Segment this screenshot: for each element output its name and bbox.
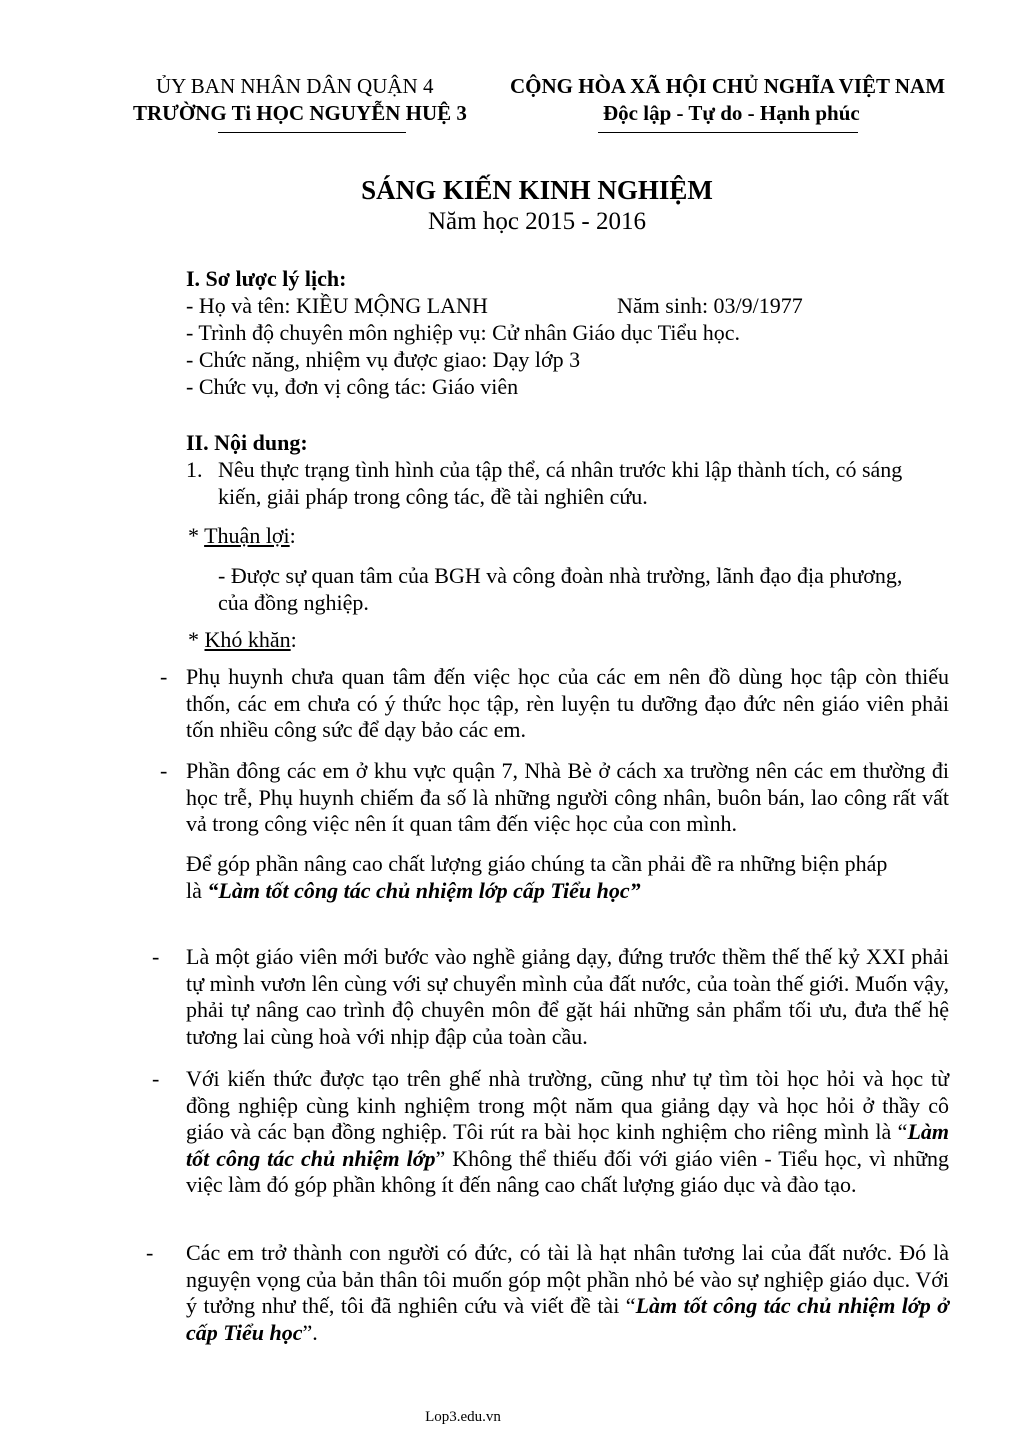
section1-heading: I. Sơ lược lý lịch:: [186, 266, 347, 291]
position-line: - Chức vụ, đơn vị công tác: Giáo viên: [186, 374, 519, 399]
para2: Với kiến thức được tạo trên ghế nhà trường, cũng như tự tìm tòi học hỏi và học từ đồng nghiệp cùng kinh nghiệm trong một năm qua giảng dạy và học hỏi ở thầy cô giáo và các bạn đồng nghiệp. Tôi rút ra bài học kinh nghiệm cho riêng mình là “Làm tốt công tác chủ nhiệm lớp” Không thể thiếu đối với giáo viên - Tiểu học, vì những việc làm đó góp phần không ít đến nâng cao chất lượng giáo dục và đào tạo.: [186, 1066, 949, 1197]
difficulties-heading: * Khó khăn:: [188, 627, 297, 652]
para2-bullet: -: [152, 1066, 160, 1091]
para2-topic: Làm tốt công tác chủ nhiệm lớp: [186, 1119, 949, 1171]
item1-line2: kiến, giải pháp trong công tác, đề tài nghiên cứu.: [218, 484, 648, 509]
advantages-label: Thuận lợi: [204, 523, 290, 548]
conclusion-line1: Để góp phần nâng cao chất lượng giáo chúng ta cần phải đề ra những biện pháp: [186, 851, 888, 876]
item1-number: 1.: [186, 457, 203, 482]
difficulties-label: Khó khăn: [204, 627, 291, 652]
advantages-heading: * Thuận lợi:: [188, 523, 296, 548]
conclusion-line2: là “Làm tốt công tác chủ nhiệm lớp cấp Tiểu học”: [186, 878, 641, 903]
national-motto: Độc lập - Tự do - Hạnh phúc: [603, 101, 860, 125]
para1: Là một giáo viên mới bước vào nghề giảng dạy, đứng trước thềm thế thế kỷ XXI phải tự mình vươn lên cùng với sự chuyển mình của đất nước, của toàn thế giới. Muốn vậy, phải tự nâng cao trình độ chuyên môn để gặt hái những sản phẩm tối ưu, đưa thế hệ tương lai cùng hoà với nhịp đập của toàn cầu.: [186, 944, 949, 1049]
conclusion-topic: “Làm tốt công tác chủ nhiệm lớp cấp Tiểu học”: [207, 878, 641, 903]
issuing-authority: ỦY BAN NHÂN DÂN QUẬN 4: [156, 74, 434, 98]
difficulty-2: Phần đông các em ở khu vực quận 7, Nhà Bè ở cách xa trường nên các em thường đi học trễ, Phụ huynh chiếm đa số là những người công nhân, buôn bán, lao công rất vất vả trong công việc nên ít quan tâm đến việc học của con mình.: [186, 758, 949, 836]
difficulty-2-bullet: -: [160, 758, 168, 783]
birth-line: Năm sinh: 03/9/1977: [617, 293, 803, 318]
school-year: Năm học 2015 - 2016: [427, 208, 647, 235]
left-header-rule: [218, 132, 406, 133]
section2-heading: II. Nội dung:: [186, 430, 308, 455]
difficulty-1-bullet: -: [160, 664, 168, 689]
para3-topic: Làm tốt công tác chủ nhiệm lớp ở cấp Tiểu học: [186, 1293, 949, 1345]
para1-bullet: -: [152, 944, 160, 969]
duty-line: - Chức năng, nhiệm vụ được giao: Dạy lớp 3: [186, 347, 581, 372]
item1-line1: Nêu thực trạng tình hình của tập thể, cá nhân trước khi lập thành tích, có sáng: [218, 457, 903, 482]
footer-site: Lop3.edu.vn: [425, 1409, 501, 1425]
right-header-rule: [598, 132, 858, 133]
name-line: - Họ và tên: KIỀU MỘNG LANH: [186, 293, 488, 318]
advantage-line2: của đồng nghiệp.: [218, 590, 369, 615]
para3: Các em trở thành con người có đức, có tài là hạt nhân tương lai của đất nước. Đó là nguyện vọng của bản thân tôi muốn góp một phần nhỏ bé vào sự nghiệp giáo dục. Với ý tưởng như thế, tôi đã nghiên cứu và viết đề tài “Làm tốt công tác chủ nhiệm lớp ở cấp Tiểu học”.: [186, 1240, 949, 1345]
para3-bullet: -: [146, 1240, 154, 1265]
advantage-line1: - Được sự quan tâm của BGH và công đoàn nhà trường, lãnh đạo địa phương,: [218, 563, 903, 588]
document-title: SÁNG KIẾN KINH NGHIỆM: [361, 175, 713, 205]
national-title: CỘNG HÒA XÃ HỘI CHỦ NGHĨA VIỆT NAM: [510, 74, 946, 98]
qualification-line: - Trình độ chuyên môn nghiệp vụ: Cử nhân Giáo dục Tiểu học.: [186, 320, 740, 345]
difficulty-1: Phụ huynh chưa quan tâm đến việc học của các em nên đồ dùng học tập còn thiếu thốn, các em chưa có ý thức học tập, rèn luyện tu dưỡng đạo đức nên giáo viên phải tốn nhiều công sức để dạy bảo các em.: [186, 664, 949, 742]
school-name: TRƯỜNG Ti HỌC NGUYỄN HUỆ 3: [133, 101, 467, 125]
